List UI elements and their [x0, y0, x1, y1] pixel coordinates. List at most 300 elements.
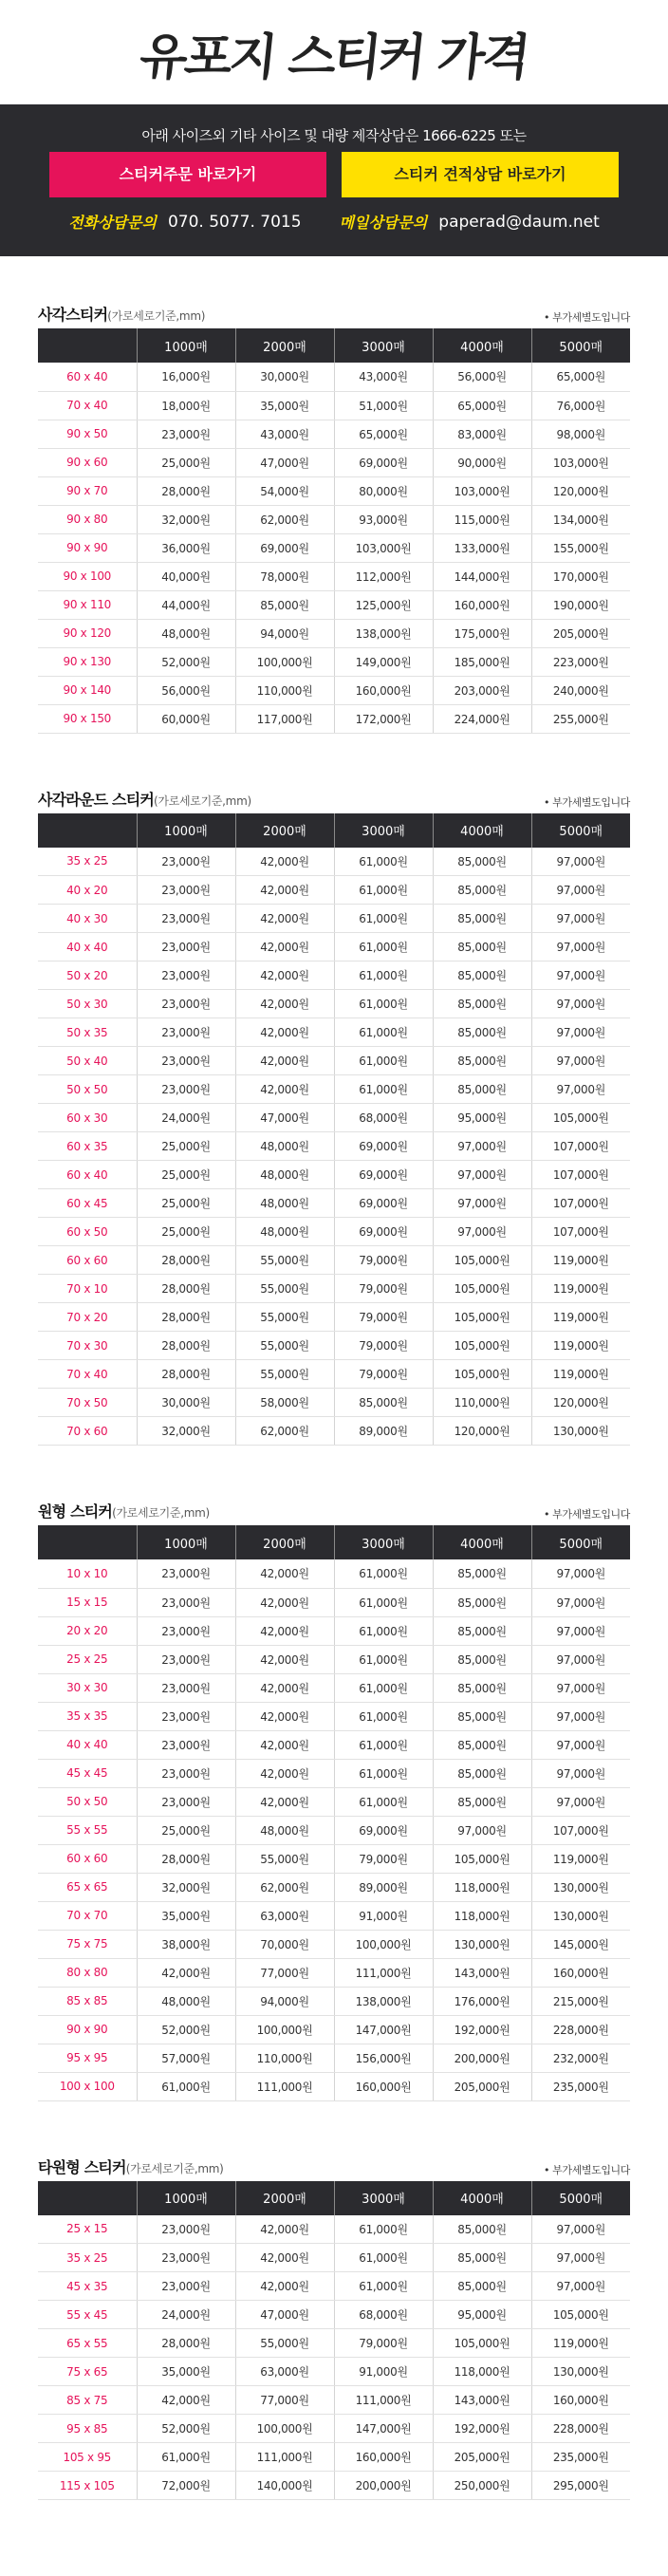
price-cell: 61,000원	[334, 1616, 433, 1645]
column-header: 2000매	[235, 1525, 334, 1559]
table-row	[38, 1047, 630, 1075]
table-header-row	[38, 2181, 630, 2215]
price-cell: 56,000원	[433, 363, 531, 391]
price-cell: 42,000원	[235, 1047, 334, 1075]
price-cell: 63,000원	[235, 1901, 334, 1930]
price-cell: 23,000원	[137, 1787, 235, 1816]
price-cell: 61,000원	[334, 2272, 433, 2301]
price-cell: 107,000원	[531, 1189, 630, 1218]
price-cell: 85,000원	[433, 2244, 531, 2272]
price-cell: 120,000원	[531, 1389, 630, 1417]
price-cell: 105,000원	[531, 1104, 630, 1132]
size-cell: 60 x 30	[38, 1104, 137, 1132]
size-cell: 70 x 30	[38, 1332, 137, 1360]
contact-info	[0, 211, 668, 233]
size-cell: 65 x 55	[38, 2329, 137, 2358]
section-title	[38, 2156, 224, 2177]
price-cell: 69,000원	[334, 448, 433, 476]
size-cell: 90 x 130	[38, 647, 137, 676]
size-cell: 70 x 50	[38, 1389, 137, 1417]
price-cell: 56,000원	[137, 676, 235, 704]
size-cell: 90 x 90	[38, 533, 137, 562]
price-cell: 100,000원	[235, 647, 334, 676]
table-row	[38, 420, 630, 448]
price-cell: 18,000원	[137, 391, 235, 420]
price-table	[38, 813, 630, 1447]
size-cell: 60 x 35	[38, 1132, 137, 1161]
price-cell: 111,000원	[235, 2072, 334, 2100]
price-cell: 23,000원	[137, 1075, 235, 1104]
section-title-text: 타원형 스티커	[38, 2157, 126, 2176]
price-tables	[0, 256, 668, 2538]
price-cell: 94,000원	[235, 1987, 334, 2015]
price-cell: 105,000원	[433, 2329, 531, 2358]
price-cell: 130,000원	[531, 1901, 630, 1930]
price-cell: 118,000원	[433, 1873, 531, 1901]
price-cell: 25,000원	[137, 1218, 235, 1246]
price-cell: 85,000원	[433, 990, 531, 1018]
price-cell: 57,000원	[137, 2044, 235, 2072]
table-row	[38, 2072, 630, 2100]
price-cell: 42,000원	[235, 876, 334, 905]
section-header	[38, 1489, 630, 1525]
price-cell: 62,000원	[235, 505, 334, 533]
price-cell: 156,000원	[334, 2044, 433, 2072]
size-cell: 40 x 30	[38, 905, 137, 933]
column-header	[38, 2181, 137, 2215]
price-cell: 61,000원	[334, 905, 433, 933]
table-row	[38, 704, 630, 733]
column-header: 2000매	[235, 813, 334, 848]
size-cell: 90 x 150	[38, 704, 137, 733]
table-row	[38, 1673, 630, 1702]
price-cell: 115,000원	[433, 505, 531, 533]
table-row	[38, 1275, 630, 1303]
sticker-quote-button[interactable]: 스티커 견적상담 바로가기	[342, 152, 619, 197]
price-cell: 160,000원	[531, 2386, 630, 2415]
price-cell: 43,000원	[235, 420, 334, 448]
price-section	[0, 1446, 668, 2101]
table-row	[38, 1588, 630, 1616]
table-row	[38, 933, 630, 961]
price-cell: 170,000원	[531, 562, 630, 590]
price-cell: 105,000원	[433, 1275, 531, 1303]
price-cell: 61,000원	[334, 2244, 433, 2272]
price-cell: 215,000원	[531, 1987, 630, 2015]
price-cell: 85,000원	[433, 2215, 531, 2244]
price-cell: 48,000원	[235, 1161, 334, 1189]
table-row	[38, 1702, 630, 1730]
price-cell: 69,000원	[334, 1189, 433, 1218]
price-cell: 147,000원	[334, 2015, 433, 2044]
size-cell: 45 x 45	[38, 1759, 137, 1787]
price-cell: 69,000원	[334, 1816, 433, 1844]
section-title	[38, 303, 205, 325]
price-cell: 105,000원	[531, 2301, 630, 2329]
table-row	[38, 448, 630, 476]
price-table	[38, 2181, 630, 2501]
section-header	[38, 2145, 630, 2181]
price-cell: 23,000원	[137, 1702, 235, 1730]
price-cell: 103,000원	[334, 533, 433, 562]
table-row	[38, 2329, 630, 2358]
price-cell: 79,000원	[334, 1246, 433, 1275]
price-cell: 105,000원	[433, 1303, 531, 1332]
table-row	[38, 876, 630, 905]
size-cell: 115 x 105	[38, 2472, 137, 2500]
size-cell: 40 x 40	[38, 933, 137, 961]
price-section	[0, 256, 668, 734]
price-cell: 23,000원	[137, 848, 235, 876]
price-cell: 85,000원	[433, 961, 531, 990]
price-cell: 63,000원	[235, 2358, 334, 2386]
table-row	[38, 848, 630, 876]
price-cell: 85,000원	[433, 1047, 531, 1075]
size-cell: 60 x 45	[38, 1189, 137, 1218]
vat-note: • 부가세별도입니다	[544, 795, 630, 809]
price-cell: 134,000원	[531, 505, 630, 533]
table-row	[38, 1873, 630, 1901]
price-cell: 149,000원	[334, 647, 433, 676]
table-row	[38, 2244, 630, 2272]
price-cell: 85,000원	[433, 1559, 531, 1588]
price-cell: 85,000원	[433, 1616, 531, 1645]
size-cell: 35 x 25	[38, 848, 137, 876]
price-cell: 85,000원	[433, 1787, 531, 1816]
size-cell: 70 x 60	[38, 1417, 137, 1446]
price-cell: 200,000원	[334, 2472, 433, 2500]
price-cell: 240,000원	[531, 676, 630, 704]
table-row	[38, 1730, 630, 1759]
price-cell: 203,000원	[433, 676, 531, 704]
size-cell: 55 x 45	[38, 2301, 137, 2329]
price-cell: 119,000원	[531, 1360, 630, 1389]
price-cell: 91,000원	[334, 2358, 433, 2386]
column-header: 3000매	[334, 813, 433, 848]
table-row	[38, 1332, 630, 1360]
size-cell: 90 x 100	[38, 562, 137, 590]
price-cell: 97,000원	[531, 848, 630, 876]
size-cell: 60 x 60	[38, 1844, 137, 1873]
price-cell: 35,000원	[137, 2358, 235, 2386]
price-cell: 47,000원	[235, 448, 334, 476]
price-cell: 28,000원	[137, 1303, 235, 1332]
table-row	[38, 1075, 630, 1104]
size-cell: 70 x 70	[38, 1901, 137, 1930]
size-cell: 60 x 40	[38, 1161, 137, 1189]
price-cell: 160,000원	[334, 2072, 433, 2100]
table-row	[38, 2272, 630, 2301]
price-cell: 65,000원	[433, 391, 531, 420]
price-cell: 32,000원	[137, 1417, 235, 1446]
table-row	[38, 2443, 630, 2472]
column-header: 5000매	[531, 328, 630, 363]
price-cell: 61,000원	[137, 2443, 235, 2472]
price-cell: 97,000원	[433, 1218, 531, 1246]
size-cell: 90 x 70	[38, 476, 137, 505]
price-cell: 28,000원	[137, 1332, 235, 1360]
size-cell: 85 x 85	[38, 1987, 137, 2015]
size-cell: 75 x 65	[38, 2358, 137, 2386]
price-cell: 105,000원	[433, 1246, 531, 1275]
price-cell: 65,000원	[531, 363, 630, 391]
price-cell: 97,000원	[531, 2244, 630, 2272]
column-header: 3000매	[334, 2181, 433, 2215]
price-cell: 107,000원	[531, 1161, 630, 1189]
price-cell: 192,000원	[433, 2415, 531, 2443]
price-cell: 55,000원	[235, 1844, 334, 1873]
price-cell: 69,000원	[235, 533, 334, 562]
price-cell: 48,000원	[137, 1987, 235, 2015]
price-cell: 105,000원	[433, 1360, 531, 1389]
price-cell: 52,000원	[137, 2415, 235, 2443]
price-cell: 97,000원	[531, 933, 630, 961]
size-cell: 60 x 50	[38, 1218, 137, 1246]
price-cell: 23,000원	[137, 961, 235, 990]
size-cell: 90 x 50	[38, 420, 137, 448]
page-title: 유포지 스티커 가격	[137, 28, 530, 86]
price-cell: 235,000원	[531, 2443, 630, 2472]
price-cell: 42,000원	[235, 2215, 334, 2244]
price-cell: 107,000원	[531, 1218, 630, 1246]
price-cell: 24,000원	[137, 1104, 235, 1132]
table-row	[38, 1389, 630, 1417]
price-cell: 42,000원	[235, 1075, 334, 1104]
price-cell: 85,000원	[433, 2272, 531, 2301]
price-cell: 110,000원	[235, 2044, 334, 2072]
price-cell: 85,000원	[433, 1730, 531, 1759]
price-cell: 228,000원	[531, 2015, 630, 2044]
price-cell: 48,000원	[235, 1132, 334, 1161]
size-cell: 90 x 90	[38, 2015, 137, 2044]
price-cell: 111,000원	[334, 2386, 433, 2415]
banner-buttons	[0, 152, 668, 197]
price-section	[0, 2101, 668, 2501]
price-cell: 144,000원	[433, 562, 531, 590]
price-cell: 250,000원	[433, 2472, 531, 2500]
price-cell: 97,000원	[531, 990, 630, 1018]
price-cell: 23,000원	[137, 1730, 235, 1759]
price-cell: 42,000원	[235, 1673, 334, 1702]
price-cell: 79,000원	[334, 1360, 433, 1389]
table-row	[38, 2386, 630, 2415]
section-subtitle: (가로세로기준,mm)	[107, 309, 206, 323]
price-cell: 97,000원	[433, 1161, 531, 1189]
table-row	[38, 2301, 630, 2329]
price-cell: 42,000원	[235, 1702, 334, 1730]
price-cell: 111,000원	[334, 1958, 433, 1987]
size-cell: 50 x 50	[38, 1075, 137, 1104]
price-cell: 79,000원	[334, 1275, 433, 1303]
price-cell: 85,000원	[433, 848, 531, 876]
price-cell: 119,000원	[531, 1275, 630, 1303]
column-header: 4000매	[433, 813, 531, 848]
price-section	[0, 734, 668, 1447]
price-cell: 23,000원	[137, 1047, 235, 1075]
price-cell: 176,000원	[433, 1987, 531, 2015]
price-cell: 69,000원	[334, 1161, 433, 1189]
price-cell: 97,000원	[433, 1132, 531, 1161]
price-cell: 97,000원	[531, 1787, 630, 1816]
price-cell: 97,000원	[531, 1559, 630, 1588]
price-cell: 61,000원	[334, 1645, 433, 1673]
price-cell: 130,000원	[433, 1930, 531, 1958]
price-cell: 160,000원	[433, 590, 531, 619]
price-cell: 79,000원	[334, 1303, 433, 1332]
price-cell: 97,000원	[531, 961, 630, 990]
price-cell: 23,000원	[137, 1018, 235, 1047]
price-cell: 295,000원	[531, 2472, 630, 2500]
table-row	[38, 562, 630, 590]
price-cell: 55,000원	[235, 1275, 334, 1303]
price-cell: 48,000원	[235, 1816, 334, 1844]
table-row	[38, 1787, 630, 1816]
price-cell: 42,000원	[235, 2272, 334, 2301]
column-header: 3000매	[334, 1525, 433, 1559]
price-table	[38, 1525, 630, 2101]
size-cell: 55 x 55	[38, 1816, 137, 1844]
price-cell: 60,000원	[137, 704, 235, 733]
price-cell: 42,000원	[235, 1759, 334, 1787]
table-row	[38, 1218, 630, 1246]
price-cell: 23,000원	[137, 420, 235, 448]
price-cell: 228,000원	[531, 2415, 630, 2443]
price-cell: 105,000원	[433, 1332, 531, 1360]
price-cell: 97,000원	[531, 876, 630, 905]
price-cell: 160,000원	[334, 676, 433, 704]
price-cell: 120,000원	[433, 1417, 531, 1446]
size-cell: 70 x 40	[38, 1360, 137, 1389]
price-cell: 23,000원	[137, 2215, 235, 2244]
bottom-spacer	[0, 2500, 668, 2538]
price-cell: 70,000원	[235, 1930, 334, 1958]
table-header-row	[38, 813, 630, 848]
size-cell: 60 x 60	[38, 1246, 137, 1275]
price-cell: 119,000원	[531, 1844, 630, 1873]
price-cell: 61,000원	[334, 1673, 433, 1702]
mail-label: 메일상담문의	[339, 214, 428, 232]
price-cell: 78,000원	[235, 562, 334, 590]
price-cell: 224,000원	[433, 704, 531, 733]
price-cell: 190,000원	[531, 590, 630, 619]
price-cell: 25,000원	[137, 1816, 235, 1844]
size-cell: 90 x 120	[38, 619, 137, 647]
section-title-text: 사각스티커	[38, 306, 108, 324]
price-cell: 118,000원	[433, 2358, 531, 2386]
price-cell: 89,000원	[334, 1417, 433, 1446]
price-cell: 69,000원	[334, 1218, 433, 1246]
price-cell: 120,000원	[531, 476, 630, 505]
price-cell: 58,000원	[235, 1389, 334, 1417]
price-cell: 61,000원	[334, 1559, 433, 1588]
price-cell: 52,000원	[137, 647, 235, 676]
table-row	[38, 505, 630, 533]
price-cell: 55,000원	[235, 1303, 334, 1332]
price-cell: 119,000원	[531, 1246, 630, 1275]
sticker-order-button[interactable]: 스티커주문 바로가기	[49, 152, 326, 197]
price-cell: 48,000원	[137, 619, 235, 647]
price-cell: 97,000원	[531, 1645, 630, 1673]
table-header-row	[38, 1525, 630, 1559]
size-cell: 65 x 65	[38, 1873, 137, 1901]
price-cell: 52,000원	[137, 2015, 235, 2044]
table-row	[38, 1303, 630, 1332]
price-cell: 91,000원	[334, 1901, 433, 1930]
size-cell: 25 x 15	[38, 2215, 137, 2244]
table-row	[38, 1559, 630, 1588]
price-cell: 98,000원	[531, 420, 630, 448]
size-cell: 90 x 80	[38, 505, 137, 533]
price-cell: 25,000원	[137, 448, 235, 476]
price-cell: 97,000원	[531, 1616, 630, 1645]
price-cell: 77,000원	[235, 1958, 334, 1987]
mail-address[interactable]: paperad@daum.net	[438, 212, 600, 232]
price-cell: 205,000원	[531, 619, 630, 647]
price-cell: 28,000원	[137, 1844, 235, 1873]
table-row	[38, 1417, 630, 1446]
column-header	[38, 813, 137, 848]
price-cell: 23,000원	[137, 876, 235, 905]
table-row	[38, 1901, 630, 1930]
price-cell: 140,000원	[235, 2472, 334, 2500]
size-cell: 85 x 75	[38, 2386, 137, 2415]
price-cell: 23,000원	[137, 1645, 235, 1673]
price-cell: 24,000원	[137, 2301, 235, 2329]
price-cell: 42,000원	[235, 1645, 334, 1673]
price-cell: 85,000원	[433, 876, 531, 905]
price-cell: 30,000원	[235, 363, 334, 391]
column-header: 2000매	[235, 2181, 334, 2215]
size-cell: 70 x 20	[38, 1303, 137, 1332]
price-cell: 85,000원	[433, 1645, 531, 1673]
price-cell: 110,000원	[235, 676, 334, 704]
price-cell: 23,000원	[137, 1673, 235, 1702]
page-header	[0, 0, 668, 104]
size-cell: 50 x 20	[38, 961, 137, 990]
price-cell: 85,000원	[433, 1075, 531, 1104]
price-cell: 133,000원	[433, 533, 531, 562]
price-cell: 223,000원	[531, 647, 630, 676]
price-cell: 28,000원	[137, 1360, 235, 1389]
price-cell: 85,000원	[433, 933, 531, 961]
price-cell: 30,000원	[137, 1389, 235, 1417]
price-cell: 85,000원	[433, 1759, 531, 1787]
price-cell: 185,000원	[433, 647, 531, 676]
size-cell: 15 x 15	[38, 1588, 137, 1616]
price-cell: 205,000원	[433, 2072, 531, 2100]
vat-note: • 부가세별도입니다	[544, 311, 630, 324]
price-cell: 62,000원	[235, 1417, 334, 1446]
column-header: 1000매	[137, 813, 235, 848]
price-cell: 62,000원	[235, 1873, 334, 1901]
column-header	[38, 328, 137, 363]
size-cell: 50 x 35	[38, 1018, 137, 1047]
price-cell: 85,000원	[433, 1702, 531, 1730]
price-cell: 85,000원	[334, 1389, 433, 1417]
column-header: 4000매	[433, 328, 531, 363]
price-cell: 44,000원	[137, 590, 235, 619]
size-cell: 90 x 110	[38, 590, 137, 619]
price-cell: 42,000원	[235, 961, 334, 990]
price-cell: 235,000원	[531, 2072, 630, 2100]
table-header-row	[38, 328, 630, 363]
size-cell: 30 x 30	[38, 1673, 137, 1702]
price-cell: 172,000원	[334, 704, 433, 733]
price-cell: 105,000원	[433, 1844, 531, 1873]
price-cell: 85,000원	[433, 905, 531, 933]
table-row	[38, 2215, 630, 2244]
price-cell: 255,000원	[531, 704, 630, 733]
